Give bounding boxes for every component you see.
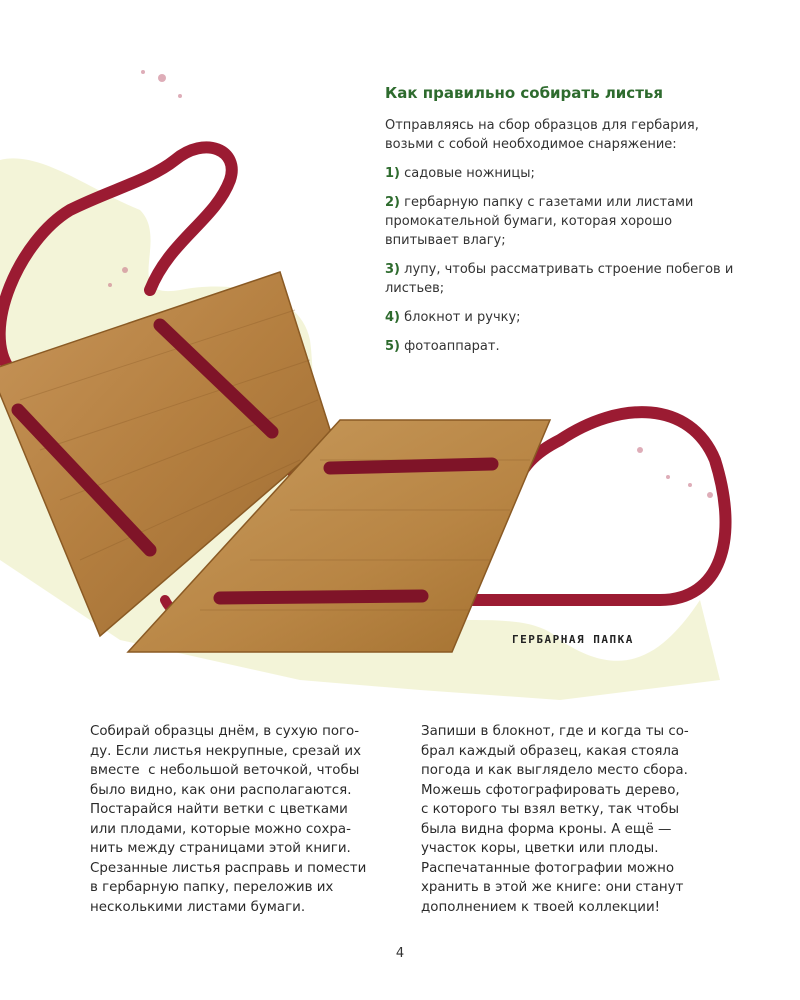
text-line: Срезанные листья расправь и помести [90,860,367,876]
text-line: участок коры, цветки или плоды. [421,841,659,856]
text-line: Постарайся найти ветки с цветками [90,802,348,817]
list-text: гербарную папку с газетами или листами промокательной бумаги, которая хорошо впитывает влагу; [385,195,694,248]
text-line: Распечатанные фотографии можно [421,860,675,876]
list-item [385,308,745,327]
list-number: 4) [385,310,400,325]
text-line: нить между страницами этой книги. [90,841,351,856]
text-line: брал каждый образец, какая стояла [421,743,680,759]
section-title: Как правильно собирать листья [385,84,664,102]
page-number: 4 [395,946,405,961]
list-number: 3) [385,262,400,277]
list-text: блокнот и ручку; [404,310,521,325]
text-line: было видно, как они располагаются. [90,782,352,798]
list-number: 5) [385,339,400,354]
collecting-tips [385,84,745,366]
text-line: ду. Если листья некрупные, срезай их [90,743,362,759]
list-number: 2) [385,195,400,210]
text-line: Запиши в блокнот, где и когда ты со- [421,724,689,739]
text-line: дополнением к твоей коллекции! [421,899,661,915]
body-column-right [421,722,721,917]
list-item [385,164,745,183]
list-number: 1) [385,166,400,181]
text-line: была видна форма кроны. А ещё — [421,821,672,837]
text-line: вместе с небольшой веточкой, чтобы [90,763,360,778]
list-item [385,193,745,250]
text-line: Собирай образцы днём, в сухую пого- [90,724,360,739]
list-item [385,337,745,356]
list-text: садовые ножницы; [404,166,535,181]
illustration-caption: ГЕРБАРНАЯ ПАПКА [512,633,634,646]
text-line: или плодами, которые можно сохра- [90,821,351,837]
text-line: хранить в этой же книге: они станут [421,880,684,895]
list-text: лупу, чтобы рассматривать строение побегов и листьев; [385,262,734,296]
text-line: в гербарную папку, переложив их [90,880,334,895]
list-text: фотоаппарат. [404,339,500,354]
body-column-left [90,722,390,917]
list-item [385,260,745,298]
text-line: погода и как выглядело место сбора. [421,763,688,778]
text-line: несколькими листами бумаги. [90,899,306,915]
text-line: Можешь сфотографировать дерево, [421,782,680,798]
intro-lead: Отправляясь на сбор образцов для гербария, возьми с собой необходимое снаряжение: [385,118,699,152]
text-line: с которого ты взял ветку, так чтобы [421,802,680,817]
